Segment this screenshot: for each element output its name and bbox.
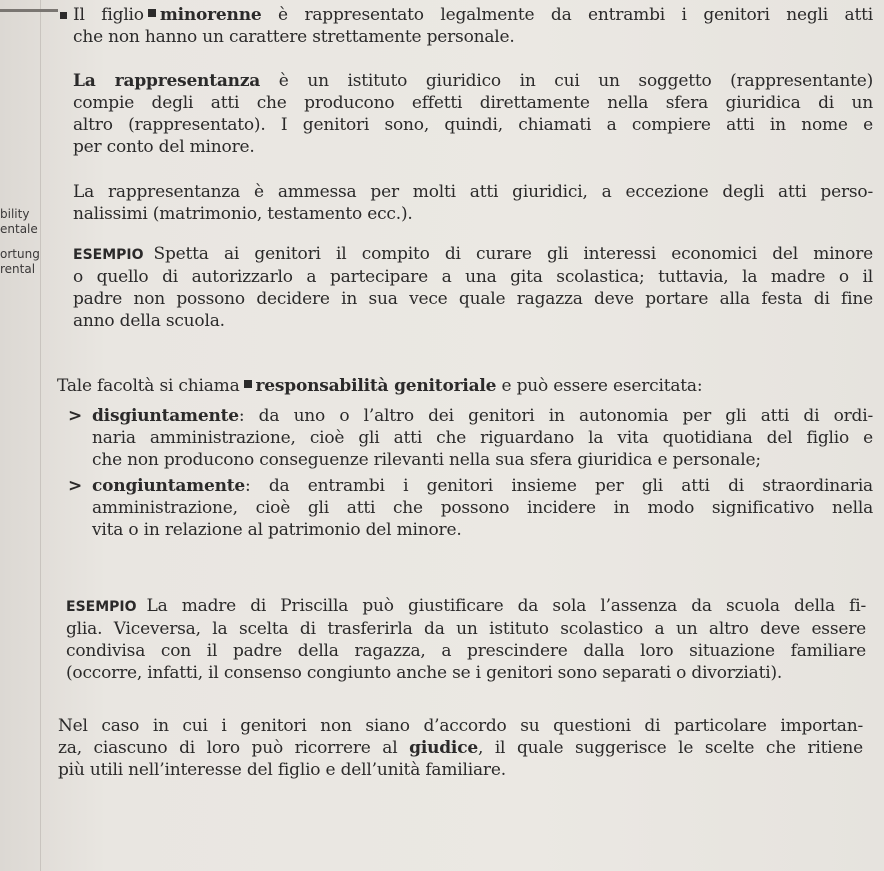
text: è un istituto giuridico in cui un soggetto (rappresentante) bbox=[260, 71, 873, 91]
key-term: minorenne bbox=[159, 5, 262, 25]
chevron-right-icon: > bbox=[68, 406, 83, 426]
text: e può essere esercitata: bbox=[496, 376, 703, 396]
square-bullet-icon bbox=[60, 12, 67, 19]
text: è rappresentato legalmente da entrambi i genitori negli atti bbox=[261, 5, 873, 25]
side-notes bbox=[0, 207, 58, 277]
text-line: nalissimi (matrimonio, testamento ecc.). bbox=[73, 204, 413, 224]
paragraph-minor bbox=[73, 4, 873, 48]
text-line: condivisa con il padre della ragazza, a prescindere dalla loro situazione familiare bbox=[66, 641, 866, 661]
text-line: padre non possono decidere in sua vece quale ragazza deve portare alla festa di fine bbox=[73, 289, 873, 309]
paragraph-responsibility bbox=[57, 375, 857, 397]
chevron-right-icon: > bbox=[68, 476, 83, 496]
bullet-list bbox=[68, 405, 873, 545]
key-term: congiuntamente bbox=[92, 476, 246, 496]
text-line: per conto del minore. bbox=[73, 137, 255, 157]
text-line: La rappresentanza è ammessa per molti atti giuridici, a eccezione degli atti perso- bbox=[73, 182, 873, 202]
text-line: glia. Viceversa, la scelta di trasferirla da un istituto scolastico a un altro deve essere bbox=[66, 619, 866, 639]
top-rule bbox=[0, 9, 58, 12]
example-label: ESEMPIO bbox=[73, 247, 144, 263]
side-note: entale bbox=[0, 222, 38, 236]
key-term: responsabilità genitoriale bbox=[255, 376, 497, 396]
text: : da entrambi i genitori insieme per gli atti di straordinaria bbox=[245, 476, 873, 496]
text: Spetta ai genitori il compito di curare gli interessi economici del minore bbox=[153, 244, 873, 264]
paragraph-exceptions bbox=[73, 181, 873, 225]
text: Tale facoltà si chiama bbox=[57, 376, 240, 396]
text-line: o quello di autorizzarlo a partecipare a una gita scolastica; tuttavia, la madre o il bbox=[73, 267, 873, 287]
side-note: rental bbox=[0, 262, 36, 276]
paragraph-judge bbox=[58, 715, 863, 781]
text-line: più utili nell’interesse del figlio e dell’unità familiare. bbox=[58, 760, 506, 780]
text-line: altro (rappresentato). I genitori sono, quindi, chiamati a compiere atti in nome e bbox=[73, 115, 873, 135]
text-line: che non hanno un carattere strettamente personale. bbox=[73, 27, 515, 47]
key-term: La rappresentanza bbox=[73, 71, 261, 91]
example-label: ESEMPIO bbox=[66, 599, 137, 615]
list-item bbox=[68, 405, 873, 471]
side-note: bility bbox=[0, 207, 30, 221]
text-line: amministrazione, cioè gli atti che possono incidere in modo significativo nella bbox=[92, 498, 873, 518]
text: za, ciascuno di loro può ricorrere al bbox=[58, 738, 410, 758]
text-line: Nel caso in cui i genitori non siano d’accordo su questioni di particolare importan- bbox=[58, 716, 863, 736]
text-line: che non producono conseguenze rilevanti nella sua sfera giuridica e personale; bbox=[92, 450, 761, 470]
text-line: compie degli atti che producono effetti direttamente nella sfera giuridica di un bbox=[73, 93, 873, 113]
text: La madre di Priscilla può giustificare da sola l’assenza da scuola della fi- bbox=[146, 596, 866, 616]
text: , il quale suggerisce le scelte che ritiene bbox=[477, 738, 863, 758]
list-item bbox=[68, 475, 873, 541]
key-term: disgiuntamente bbox=[92, 406, 239, 426]
example-box-1 bbox=[73, 243, 873, 332]
text-line: naria amministrazione, cioè gli atti che riguardano la vita quotidiana del figlio e bbox=[92, 428, 873, 448]
key-term: giudice bbox=[409, 738, 478, 758]
glossary-marker-icon bbox=[148, 9, 156, 17]
example-box-2 bbox=[66, 595, 866, 684]
text: : da uno o l’altro dei genitori in autonomia per gli atti di ordi- bbox=[238, 406, 873, 426]
glossary-marker-icon bbox=[244, 380, 252, 388]
text-line: (occorre, infatti, il consenso congiunto anche se i genitori sono separati o divorziati). bbox=[66, 663, 783, 683]
margin-rule bbox=[40, 0, 41, 871]
text-line: vita o in relazione al patrimonio del minore. bbox=[92, 520, 462, 540]
paragraph-representation bbox=[73, 70, 873, 158]
side-note: ortung bbox=[0, 247, 40, 261]
text-line: anno della scuola. bbox=[73, 311, 225, 331]
text: Il figlio bbox=[73, 5, 144, 25]
